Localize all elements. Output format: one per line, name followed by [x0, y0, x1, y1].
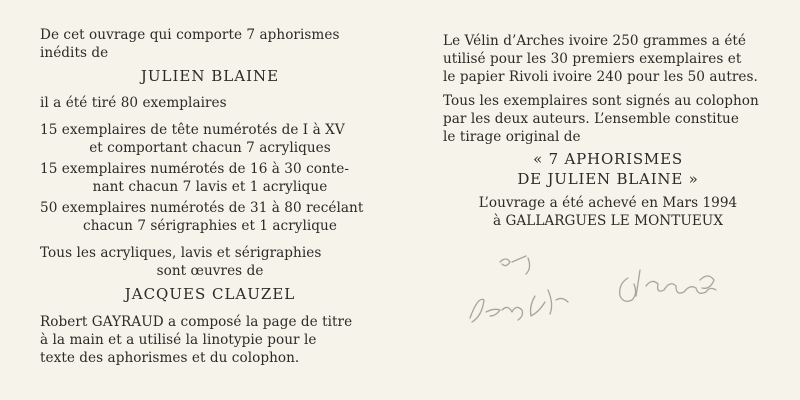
typesetting-line-3: texte des aphorismes et du colophon.: [40, 350, 300, 366]
paper-line-2: utilisé pour les 30 premiers exemplaires et: [443, 51, 742, 67]
edition-count: il a été tiré 80 exemplaires: [40, 95, 227, 111]
artist-name: JACQUES CLAUZEL: [124, 285, 296, 303]
artworks-line-1: Tous les acryliques, lavis et sérigraphies: [40, 245, 322, 261]
signature-2: [531, 290, 569, 316]
typesetting-line-1: Robert GAYRAUD a composé la page de titre: [40, 314, 353, 330]
serigraphies-line-2: chacun 7 sérigraphies et 1 acrylique: [83, 218, 337, 234]
author-name: JULIEN BLAINE: [140, 67, 280, 85]
paper-line-3: le papier Rivoli ivoire 240 pour les 50 autres.: [443, 69, 758, 85]
signature-1: [470, 299, 523, 322]
lavis-line-2: nant chacun 7 lavis et 1 acrylique: [92, 179, 328, 195]
artworks-line-2: sont œuvres de: [156, 263, 264, 279]
paper-line-1: Le Vélin d’Arches ivoire 250 grammes a été: [443, 33, 747, 49]
signature-mark-1: [500, 256, 530, 274]
serigraphies-line-1: 50 exemplaires numérotés de 31 à 80 recélant: [40, 200, 364, 216]
tete-line-2: et comportant chacun 7 acryliques: [89, 140, 331, 156]
signature-3: [620, 270, 716, 301]
signatures-line-2: par les deux auteurs. L’ensemble constitue: [443, 111, 739, 127]
signatures-line-1: Tous les exemplaires sont signés au colophon: [443, 93, 759, 109]
completion-line-2: à GALLARGUES LE MONTUEUX: [492, 213, 724, 229]
completion-line-1: L’ouvrage a été achevé en Mars 1994: [478, 195, 738, 211]
tete-line-1: 15 exemplaires de tête numérotés de I à XV: [40, 122, 345, 138]
intro-line-2: inédits de: [40, 45, 109, 61]
work-title-line-1: « 7 APHORISMES: [533, 150, 683, 168]
lavis-line-1: 15 exemplaires numérotés de 16 à 30 conte-: [40, 161, 350, 177]
typesetting-line-2: à la main et a utilisé la linotypie pour le: [40, 332, 317, 348]
work-title-line-2: DE JULIEN BLAINE »: [517, 170, 699, 188]
signatures-line-3: le tirage original de: [443, 129, 581, 145]
intro-line-1: De cet ouvrage qui comporte 7 aphorismes: [40, 27, 340, 43]
